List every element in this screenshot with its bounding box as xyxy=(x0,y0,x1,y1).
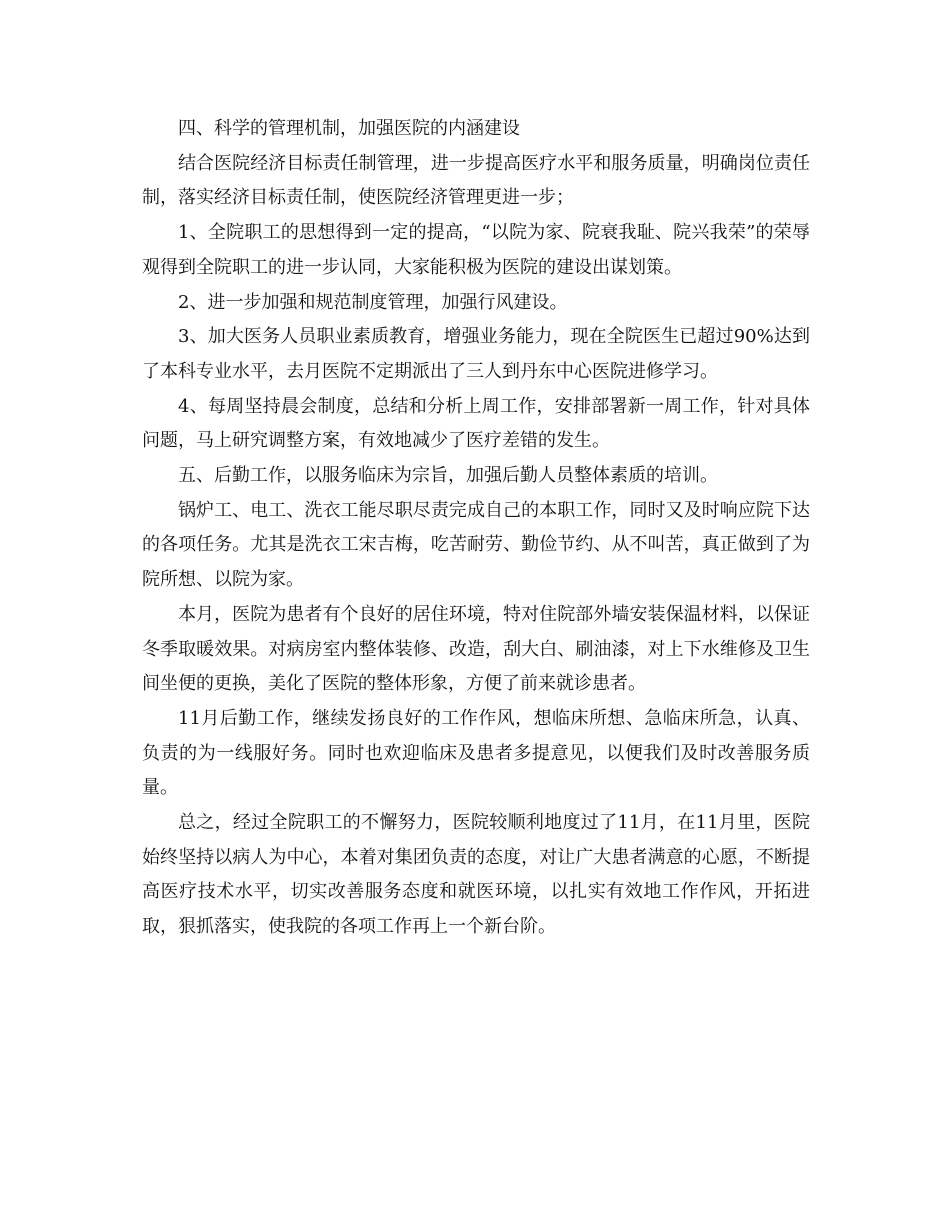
paragraph-summary: 总之，经过全院职工的不懈努力，医院较顺利地度过了11月，在11月里，医院始终坚持以病人为中心，本着对集团负责的态度，对让广大患者满意的心愿，不断提高医疗技术水平，切实改善服务态度和就医环境，以扎实有效地工作作风，开拓进取，狠抓落实，使我院的各项工作再上一个新台阶。 xyxy=(142,812,810,938)
list-item-3: 3、加大医务人员职业素质教育，增强业务能力，现在全院医生已超过90%达到了本科专业水平，去月医院不定期派出了三人到丹东中心医院进修学习。 xyxy=(142,326,810,382)
document-body xyxy=(142,112,810,945)
paragraph-workers: 锅炉工、电工、洗衣工能尽职尽责完成自己的本职工作，同时又及时响应院下达的各项任务。尤其是洗衣工宋吉梅，吃苦耐劳、勤俭节约、从不叫苦，真正做到了为院所想、以院为家。 xyxy=(142,499,810,591)
section-heading-management: 四、科学的管理机制，加强医院的内涵建设 xyxy=(178,118,520,139)
list-item-4: 4、每周坚持晨会制度，总结和分析上周工作，安排部署新一周工作，针对具体问题，马上研究调整方案，有效地减少了医疗差错的发生。 xyxy=(142,395,810,452)
paragraph-november-logistics: 11月后勤工作，继续发扬良好的工作作风，想临床所想、急临床所急，认真、负责的为一线服好务。同时也欢迎临床及患者多提意见，以便我们及时改善服务质量。 xyxy=(142,707,810,799)
section-heading-logistics: 五、后勤工作，以服务临床为宗旨，加强后勤人员整体素质的培训。 xyxy=(178,465,718,487)
paragraph-responsibility-system: 结合医院经济目标责任制管理，进一步提高医疗水平和服务质量，明确岗位责任制，落实经济目标责任制，使医院经济管理更进一步； xyxy=(142,152,810,209)
list-item-1: 1、全院职工的思想得到一定的提高，“以院为家、院衰我耻、院兴我荣”的荣辱观得到全院职工的进一步认同，大家能积极为医院的建设出谋划策。 xyxy=(142,222,810,278)
list-item-2: 2、进一步加强和规范制度管理，加强行风建设。 xyxy=(178,291,568,313)
paragraph-renovation: 本月，医院为患者有个良好的居住环境，特对住院部外墙安装保温材料，以保证冬季取暖效果。对病房室内整体装修、改造，刮大白、刷油漆，对上下水维修及卫生间坐便的更换，美化了医院的整体形象，方便了前来就诊患者。 xyxy=(142,603,810,695)
